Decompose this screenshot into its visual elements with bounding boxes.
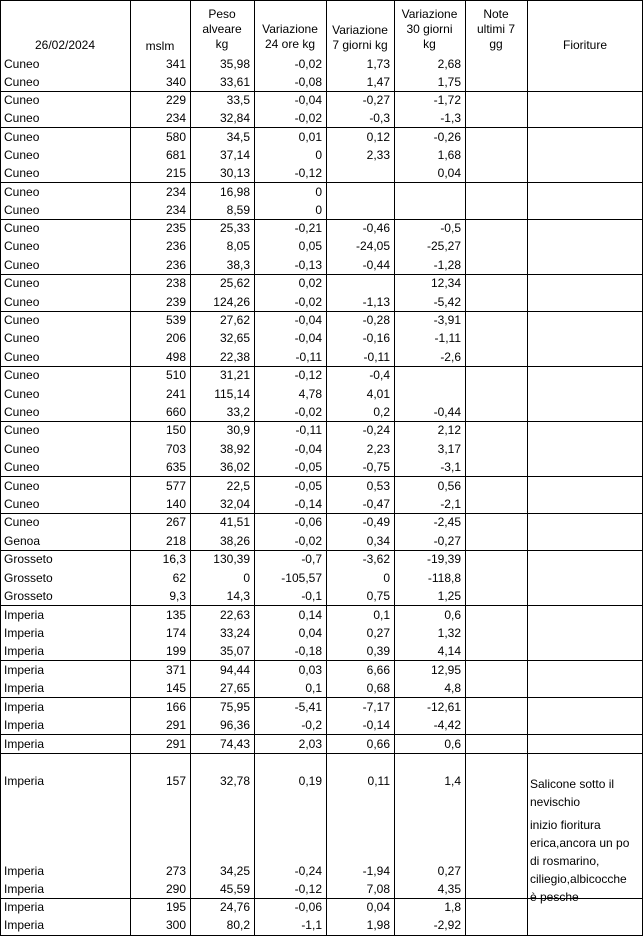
province-cell: Imperia — [4, 882, 45, 896]
weight-cell: 27,62 — [219, 313, 250, 327]
weight-cell: 22,63 — [219, 608, 250, 622]
var7d-cell: 6,66 — [366, 663, 390, 677]
province-cell: Imperia — [4, 681, 45, 695]
var7d-cell: -0,3 — [369, 111, 390, 125]
var24h-cell: 0 — [315, 148, 322, 162]
var24h-cell: -0,24 — [294, 864, 322, 878]
weight-cell: 22,38 — [219, 350, 250, 364]
grid-hline — [0, 476, 643, 477]
var7d-cell: 0,68 — [366, 681, 390, 695]
province-cell: Cuneo — [4, 75, 40, 89]
var24h-cell: -0,11 — [295, 350, 322, 364]
altitude-cell: 510 — [165, 368, 186, 382]
grid-hline — [0, 421, 643, 422]
grid-hline — [0, 935, 643, 936]
var7d-cell: 4,01 — [366, 387, 390, 401]
var24h-cell: -0,04 — [294, 442, 322, 456]
var30d-cell: 12,34 — [430, 276, 461, 290]
altitude-cell: 273 — [165, 864, 186, 878]
var7d-cell: -0,24 — [362, 423, 390, 437]
var30d-cell: -0,44 — [433, 405, 461, 419]
altitude-cell: 577 — [165, 479, 186, 493]
var30d-cell: 2,12 — [437, 423, 461, 437]
var24h-cell: -0,14 — [294, 497, 322, 511]
var7d-cell: -0,75 — [362, 460, 390, 474]
altitude-cell: 234 — [165, 203, 186, 217]
var30d-cell: -1,11 — [434, 331, 461, 345]
var7d-cell: -0,28 — [362, 313, 390, 327]
var30d-cell: 1,8 — [444, 900, 461, 914]
grid-hline — [0, 753, 643, 754]
weight-cell: 96,36 — [219, 718, 250, 732]
province-cell: Cuneo — [4, 166, 40, 180]
var7d-cell: 1,98 — [366, 918, 390, 932]
var24h-cell: 4,78 — [298, 387, 322, 401]
var24h-cell: 0,14 — [298, 608, 322, 622]
var7d-cell: 7,08 — [366, 882, 390, 896]
grid-hline — [0, 219, 643, 220]
var24h-cell: -0,12 — [294, 368, 322, 382]
var24h-cell: -0,21 — [294, 221, 322, 235]
province-cell: Grosseto — [4, 589, 53, 603]
altitude-cell: 235 — [165, 221, 186, 235]
province-cell: Grosseto — [4, 571, 53, 585]
var30d-cell: 0,27 — [437, 864, 461, 878]
var7d-cell: -0,46 — [362, 221, 390, 235]
var24h-cell: -0,2 — [301, 718, 322, 732]
var30d-cell: -2,6 — [440, 350, 461, 364]
weight-cell: 94,44 — [219, 663, 250, 677]
var7d-cell: 0,53 — [366, 479, 390, 493]
header-blooms: Fioriture — [562, 38, 607, 52]
var24h-cell: -0,05 — [294, 460, 322, 474]
altitude-cell: 660 — [165, 405, 186, 419]
var7d-cell: 2,23 — [366, 442, 390, 456]
weight-cell: 32,84 — [219, 111, 250, 125]
var7d-cell: -0,27 — [362, 93, 390, 107]
blooms-note-line: inizio fioritura — [530, 818, 601, 832]
var7d-cell: 0,12 — [366, 130, 390, 144]
province-cell: Cuneo — [4, 203, 40, 217]
var24h-cell: -0,06 — [294, 515, 322, 529]
grid-hline — [0, 127, 643, 128]
var30d-cell: 1,68 — [437, 148, 461, 162]
altitude-cell: 291 — [165, 718, 186, 732]
province-cell: Imperia — [4, 737, 45, 751]
var7d-cell: 0,04 — [366, 900, 390, 914]
var24h-cell: -0,1 — [301, 589, 322, 603]
weight-cell: 41,51 — [219, 515, 250, 529]
var24h-cell: -0,04 — [294, 93, 322, 107]
altitude-cell: 241 — [165, 387, 186, 401]
weight-cell: 33,2 — [226, 405, 250, 419]
province-cell: Cuneo — [4, 239, 40, 253]
weight-cell: 35,07 — [219, 644, 250, 658]
weight-cell: 31,21 — [219, 368, 250, 382]
var7d-cell: -7,17 — [362, 700, 390, 714]
var30d-cell: -19,39 — [426, 552, 461, 566]
var30d-cell: 1,25 — [437, 589, 461, 603]
var7d-cell: 1,47 — [366, 75, 390, 89]
var24h-cell: -0,04 — [294, 313, 322, 327]
weight-cell: 32,04 — [219, 497, 250, 511]
province-cell: Cuneo — [4, 130, 40, 144]
var30d-cell: -2,92 — [433, 918, 461, 932]
altitude-cell: 199 — [165, 644, 186, 658]
altitude-cell: 635 — [165, 460, 186, 474]
var24h-cell: 2,03 — [298, 737, 322, 751]
grid-hline — [0, 311, 643, 312]
altitude-cell: 135 — [165, 608, 186, 622]
province-cell: Cuneo — [4, 479, 40, 493]
var7d-cell: -0,47 — [362, 497, 390, 511]
altitude-cell: 62 — [172, 571, 186, 585]
province-cell: Cuneo — [4, 368, 40, 382]
var30d-cell: -12,61 — [426, 700, 461, 714]
province-cell: Cuneo — [4, 350, 40, 364]
blooms-note-line: erica,ancora un po — [530, 836, 630, 850]
province-cell: Cuneo — [4, 460, 40, 474]
province-cell: Cuneo — [4, 185, 40, 199]
province-cell: Cuneo — [4, 497, 40, 511]
var24h-cell: -0,02 — [294, 57, 322, 71]
weight-cell: 30,9 — [226, 423, 250, 437]
altitude-cell: 681 — [165, 148, 186, 162]
var24h-cell: -0,08 — [294, 75, 322, 89]
var24h-cell: -0,02 — [294, 111, 322, 125]
province-cell: Cuneo — [4, 111, 40, 125]
var7d-cell: -3,62 — [362, 552, 390, 566]
weight-cell: 32,65 — [219, 331, 250, 345]
var30d-cell: -1,72 — [433, 93, 461, 107]
altitude-cell: 539 — [165, 313, 186, 327]
weight-cell: 33,61 — [219, 75, 250, 89]
var7d-cell: 0,1 — [373, 608, 390, 622]
weight-cell: 24,76 — [219, 900, 250, 914]
var7d-cell: 0,27 — [366, 626, 390, 640]
grid-hline — [0, 734, 643, 735]
altitude-cell: 267 — [165, 515, 186, 529]
altitude-cell: 195 — [165, 900, 186, 914]
blooms-note-line: nevischio — [530, 795, 581, 809]
province-cell: Cuneo — [4, 405, 40, 419]
weight-cell: 115,14 — [214, 387, 250, 401]
var30d-cell: -0,27 — [433, 534, 461, 548]
var24h-cell: 0,03 — [298, 663, 322, 677]
var30d-cell: -4,42 — [433, 718, 461, 732]
var30d-cell: 1,4 — [444, 774, 461, 788]
altitude-cell: 9,3 — [169, 589, 186, 603]
var7d-cell: -0,11 — [363, 350, 390, 364]
province-cell: Imperia — [4, 644, 45, 658]
province-cell: Cuneo — [4, 423, 40, 437]
province-cell: Imperia — [4, 700, 45, 714]
var7d-cell: -24,05 — [355, 239, 390, 253]
weight-cell: 80,2 — [226, 918, 250, 932]
var24h-cell: -1,1 — [301, 918, 322, 932]
weight-cell: 0 — [243, 571, 250, 585]
var7d-cell: 0,39 — [366, 644, 390, 658]
var30d-cell: 0,04 — [437, 166, 461, 180]
altitude-cell: 140 — [165, 497, 186, 511]
altitude-cell: 239 — [165, 295, 186, 309]
var24h-cell: -0,7 — [301, 552, 322, 566]
var7d-cell: 0,34 — [366, 534, 390, 548]
weight-cell: 36,02 — [219, 460, 250, 474]
altitude-cell: 234 — [165, 111, 186, 125]
altitude-cell: 174 — [165, 626, 186, 640]
province-cell: Imperia — [4, 626, 45, 640]
altitude-cell: 215 — [165, 166, 186, 180]
var24h-cell: -0,18 — [294, 644, 322, 658]
province-cell: Cuneo — [4, 331, 40, 345]
altitude-cell: 371 — [165, 663, 186, 677]
var7d-cell: -1,94 — [362, 864, 390, 878]
var24h-cell: 0 — [315, 185, 322, 199]
altitude-cell: 145 — [165, 681, 186, 695]
var7d-cell: -0,16 — [362, 331, 390, 345]
province-cell: Cuneo — [4, 93, 40, 107]
altitude-cell: 290 — [165, 882, 186, 896]
weight-cell: 33,5 — [226, 93, 250, 107]
var30d-cell: 0,6 — [444, 737, 461, 751]
var30d-cell: -5,42 — [433, 295, 461, 309]
var30d-cell: 12,95 — [430, 663, 461, 677]
weight-cell: 16,98 — [219, 185, 250, 199]
var7d-cell: 0,66 — [366, 737, 390, 751]
province-cell: Imperia — [4, 864, 45, 878]
province-cell: Cuneo — [4, 276, 40, 290]
header-var24h: Variazione 24 ore kg — [262, 22, 318, 51]
altitude-cell: 498 — [165, 350, 186, 364]
grid-hline — [0, 697, 643, 698]
var7d-cell: 0,11 — [367, 774, 390, 788]
var7d-cell: -0,49 — [362, 515, 390, 529]
weight-cell: 25,33 — [219, 221, 250, 235]
weight-cell: 8,05 — [226, 239, 250, 253]
weight-cell: 45,59 — [219, 882, 250, 896]
var7d-cell: -0,14 — [362, 718, 390, 732]
grid-hline — [0, 274, 643, 275]
var7d-cell: 0 — [383, 571, 390, 585]
var30d-cell: 1,75 — [437, 75, 461, 89]
altitude-cell: 234 — [165, 185, 186, 199]
var24h-cell: 0,19 — [298, 774, 322, 788]
province-cell: Grosseto — [4, 552, 53, 566]
var7d-cell: -1,13 — [362, 295, 390, 309]
province-cell: Imperia — [4, 900, 45, 914]
altitude-cell: 157 — [165, 774, 186, 788]
province-cell: Cuneo — [4, 258, 40, 272]
weight-cell: 75,95 — [219, 700, 250, 714]
weight-cell: 14,3 — [226, 589, 250, 603]
var24h-cell: -0,02 — [294, 405, 322, 419]
header-date: 26/02/2024 — [34, 38, 96, 52]
grid-hline — [0, 0, 643, 1]
altitude-cell: 206 — [165, 331, 186, 345]
province-cell: Cuneo — [4, 295, 40, 309]
blooms-note-line: di rosmarino, — [530, 854, 600, 868]
var24h-cell: -0,11 — [295, 423, 322, 437]
weight-cell: 8,59 — [226, 203, 250, 217]
var30d-cell: -0,26 — [433, 130, 461, 144]
var24h-cell: 0,05 — [298, 239, 322, 253]
var7d-cell: 0,75 — [366, 589, 390, 603]
var7d-cell: -0,44 — [362, 258, 390, 272]
weight-cell: 130,39 — [213, 552, 250, 566]
province-cell: Cuneo — [4, 313, 40, 327]
var30d-cell: -0,5 — [440, 221, 461, 235]
province-cell: Cuneo — [4, 387, 40, 401]
altitude-cell: 703 — [165, 442, 186, 456]
altitude-cell: 150 — [165, 423, 186, 437]
province-cell: Imperia — [4, 608, 45, 622]
grid-vline — [465, 0, 466, 935]
weight-cell: 37,14 — [219, 148, 250, 162]
province-cell: Imperia — [4, 718, 45, 732]
var30d-cell: 3,17 — [437, 442, 461, 456]
var24h-cell: -0,06 — [294, 900, 322, 914]
var24h-cell: -0,05 — [294, 479, 322, 493]
altitude-cell: 341 — [165, 57, 186, 71]
var24h-cell: 0 — [315, 203, 322, 217]
var30d-cell: 0,6 — [444, 608, 461, 622]
var30d-cell: -1,28 — [433, 258, 461, 272]
var24h-cell: -0,04 — [294, 331, 322, 345]
weight-cell: 27,65 — [219, 681, 250, 695]
var30d-cell: -3,91 — [433, 313, 461, 327]
header-var30d: Variazione 30 giorni kg — [401, 7, 458, 51]
var24h-cell: 0,02 — [298, 276, 322, 290]
header-altitude: mslm — [145, 39, 175, 53]
var30d-cell: 4,35 — [437, 882, 461, 896]
var7d-cell: 0,2 — [373, 405, 390, 419]
province-cell: Cuneo — [4, 221, 40, 235]
province-cell: Cuneo — [4, 515, 40, 529]
altitude-cell: 580 — [165, 130, 186, 144]
var24h-cell: 0,01 — [298, 130, 322, 144]
var30d-cell: 2,68 — [437, 57, 461, 71]
altitude-cell: 291 — [165, 737, 186, 751]
altitude-cell: 218 — [165, 534, 186, 548]
province-cell: Imperia — [4, 663, 45, 677]
var30d-cell: 0,56 — [437, 479, 461, 493]
altitude-cell: 236 — [165, 239, 186, 253]
header-weight: Peso alveare kg — [202, 7, 242, 51]
province-cell: Cuneo — [4, 148, 40, 162]
blooms-note-line: Salicone sotto il — [530, 777, 615, 791]
var24h-cell: -0,13 — [294, 258, 322, 272]
weight-cell: 38,3 — [226, 258, 250, 272]
weight-cell: 38,26 — [219, 534, 250, 548]
weight-cell: 25,62 — [219, 276, 250, 290]
province-cell: Imperia — [4, 774, 45, 788]
altitude-cell: 340 — [165, 75, 186, 89]
altitude-cell: 238 — [165, 276, 186, 290]
grid-hline — [0, 366, 643, 367]
weight-cell: 38,92 — [219, 442, 250, 456]
grid-hline — [0, 182, 643, 183]
weight-cell: 30,13 — [219, 166, 250, 180]
weight-cell: 74,43 — [219, 737, 250, 751]
grid-vline — [527, 0, 528, 935]
var24h-cell: -0,02 — [294, 295, 322, 309]
var30d-cell: -118,8 — [427, 571, 461, 585]
var24h-cell: -0,02 — [294, 534, 322, 548]
var30d-cell: -3,1 — [440, 460, 461, 474]
var30d-cell: -2,1 — [440, 497, 461, 511]
grid-hline — [0, 91, 643, 92]
var24h-cell: -0,12 — [294, 166, 322, 180]
var24h-cell: -0,12 — [294, 882, 322, 896]
var30d-cell: 4,8 — [444, 681, 461, 695]
var30d-cell: 4,14 — [437, 644, 461, 658]
grid-hline — [0, 660, 643, 661]
grid-hline — [0, 605, 643, 606]
altitude-cell: 300 — [165, 918, 186, 932]
altitude-cell: 236 — [165, 258, 186, 272]
grid-hline — [0, 550, 643, 551]
weight-cell: 32,78 — [219, 774, 250, 788]
province-cell: Cuneo — [4, 442, 40, 456]
header-notes: Note ultimi 7 gg — [476, 7, 515, 51]
var24h-cell: 0,1 — [305, 681, 322, 695]
weight-cell: 34,5 — [226, 130, 250, 144]
grid-hline — [0, 513, 643, 514]
weight-cell: 34,25 — [219, 864, 250, 878]
province-cell: Imperia — [4, 918, 45, 932]
weight-cell: 33,24 — [219, 626, 250, 640]
var30d-cell: -2,45 — [433, 515, 461, 529]
province-cell: Cuneo — [4, 57, 40, 71]
header-var7d: Variazione 7 giorni kg — [332, 23, 388, 52]
weight-cell: 124,26 — [213, 295, 250, 309]
var24h-cell: -5,41 — [294, 700, 322, 714]
var7d-cell: -0,4 — [369, 368, 390, 382]
var7d-cell: 1,73 — [366, 57, 390, 71]
altitude-cell: 229 — [165, 93, 186, 107]
var24h-cell: 0,04 — [298, 626, 322, 640]
province-cell: Genoa — [4, 534, 41, 548]
altitude-cell: 166 — [165, 700, 186, 714]
weight-cell: 35,98 — [219, 57, 250, 71]
grid-vline — [0, 0, 1, 935]
blooms-note-line: ciliegio,albicocche — [530, 872, 627, 886]
var30d-cell: 1,32 — [437, 626, 461, 640]
var30d-cell: -25,27 — [426, 239, 461, 253]
altitude-cell: 16,3 — [162, 552, 186, 566]
blooms-note-line: è pesche — [530, 890, 579, 904]
weight-cell: 22,5 — [226, 479, 250, 493]
var24h-cell: -105,57 — [281, 571, 322, 585]
var7d-cell: 2,33 — [366, 148, 390, 162]
var30d-cell: -1,3 — [440, 111, 461, 125]
